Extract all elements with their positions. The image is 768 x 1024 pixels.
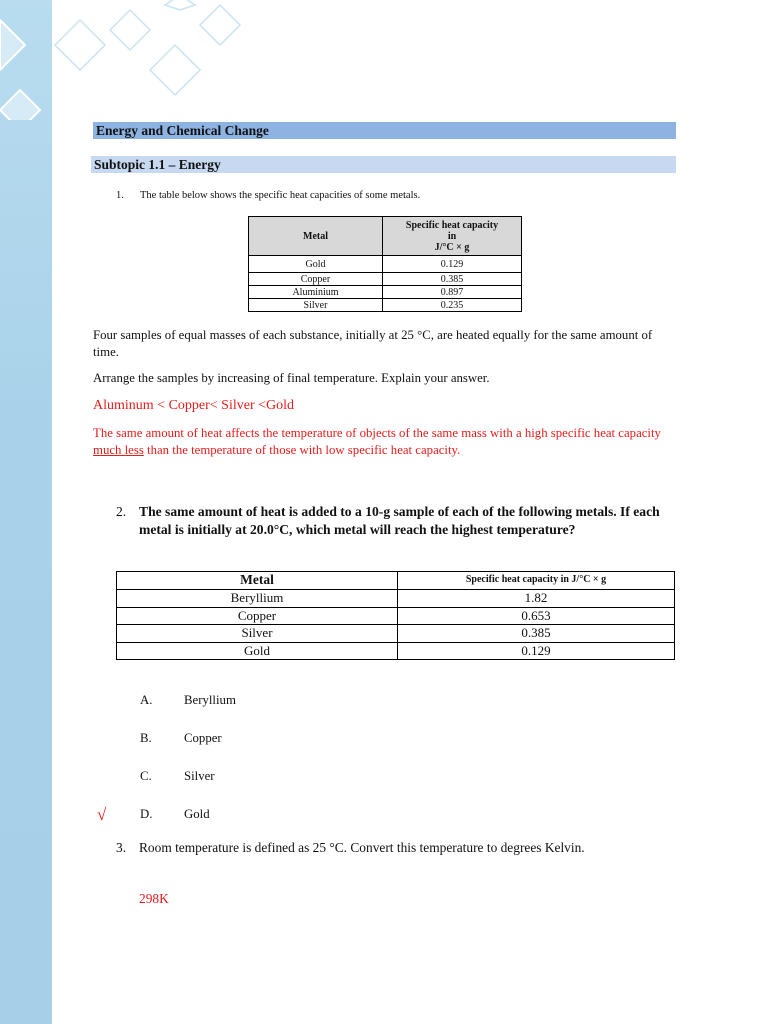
subtopic-title-bar [91,156,676,173]
answer-order: Aluminum < Copper< Silver <Gold [93,398,295,413]
checkmark-icon: √ [97,805,107,824]
decorative-diamond-pattern [0,0,300,120]
table-header-capacity: Specific heat capacity in J/°C × g [383,217,522,256]
question-1-paragraph-1: Four samples of equal masses of each substance, initially at 25 °C, are heated equally for the same amount of time. [93,328,653,359]
table-header-capacity: Specific heat capacity in J/°C × g [398,572,675,590]
heat-capacity-table-2 [116,571,675,660]
table-row: Gold 0.129 [249,256,522,273]
table-row: Copper 0.385 [249,273,522,286]
table-row: Beryllium 1.82 [117,590,675,608]
table-header-metal: Metal [117,572,398,590]
question-number: 2. [116,504,127,519]
chapter-title: Energy and Chemical Change [96,123,269,138]
table-row: Copper 0.653 [117,607,675,625]
question-number: 1. [116,190,124,201]
option-d: D. Gold [140,807,210,821]
option-a: A. Beryllium [140,693,236,707]
table-row: Aluminium 0.897 [249,286,522,299]
question-2 [116,503,676,538]
question-1-text: The table below shows the specific heat capacities of some metals. [140,190,421,201]
option-c: C. Silver [140,769,215,783]
option-b: B. Copper [140,731,222,745]
question-2-text: The same amount of heat is added to a 10-g sample of each of the following metals. If each metal is initially at 20.0°C, which metal will reach the highest temperature? [139,504,660,537]
chapter-title-bar [93,122,676,139]
subtopic-title: Subtopic 1.1 – Energy [94,157,221,172]
heat-capacity-table-1 [248,216,522,312]
table-header-metal: Metal [249,217,383,256]
question-1-intro [116,190,420,201]
table-row: Silver 0.385 [117,625,675,643]
question-3 [116,839,676,857]
question-number: 3. [116,840,127,855]
answer-kelvin: 298K [139,891,169,906]
sidebar-decorative-strip [0,0,52,1024]
question-1-paragraph-2: Arrange the samples by increasing of final temperature. Explain your answer. [93,371,490,385]
question-3-text: Room temperature is defined as 25 °C. Convert this temperature to degrees Kelvin. [139,840,585,855]
table-row: Gold 0.129 [117,642,675,660]
answer-explanation: The same amount of heat affects the temperature of objects of the same mass with a high specific heat capacity much less than the temperature of those with low specific heat capacity. [93,426,661,457]
table-row: Silver 0.235 [249,299,522,312]
